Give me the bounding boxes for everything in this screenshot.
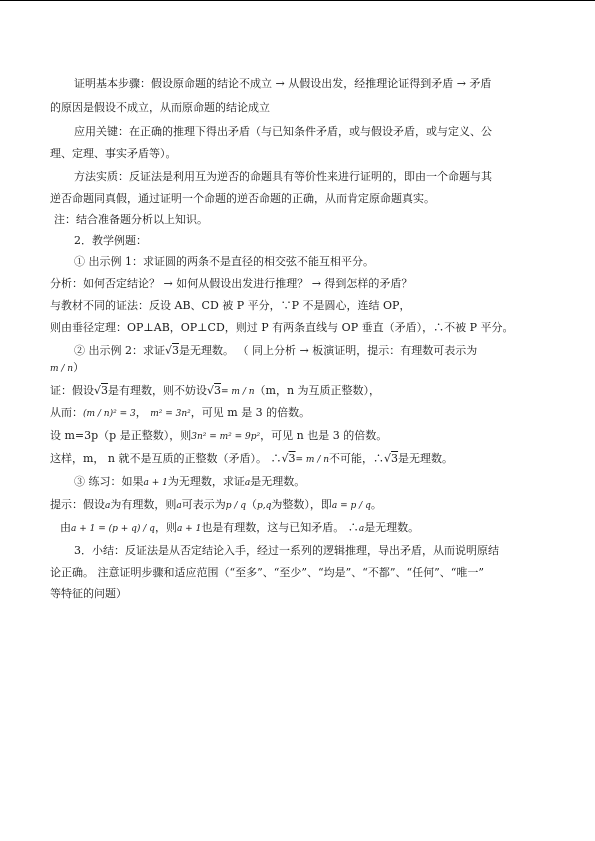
text-segment: 也是有理数，这与已知矛盾。 ∴ — [201, 521, 359, 534]
text-segment: 设 m=3p（p 是正整数），则 — [50, 429, 192, 442]
radicand: 3 — [101, 384, 109, 397]
summary-line: 3．小结：反证法是从否定结论入手，经过一系列的逻辑推理，导出矛盾，从而说明原结 — [74, 544, 499, 557]
text-segment: （ — [246, 498, 258, 511]
note-line: 注：结合准备题分析以上知识。 — [54, 213, 208, 226]
text-line: 证明基本步骤：假设原命题的结论不成立 → 从假设出发，经推理论证得到矛盾 → 矛盾 — [74, 77, 492, 90]
text-segment: 从而： — [50, 406, 83, 419]
radicand: 3 — [288, 452, 296, 465]
text-segment: 由 — [60, 521, 71, 534]
sqrt-symbol: √ — [207, 384, 215, 397]
text-line: 分析：如何否定结论？ → 如何从假设出发进行推理？ → 得到怎样的矛盾？ — [50, 277, 413, 290]
math-expression: a — [244, 478, 251, 488]
text-segment: 是有理数，则不妨设 — [108, 384, 208, 397]
text-segment: 是无理数。 — [364, 521, 420, 534]
text-segment: 是无理数。 （ 同上分析 → 板演证明，提示：有理数可表示为 — [179, 344, 478, 357]
text-line: 的原因是假设不成立，从而原命题的结论成立 — [50, 101, 270, 114]
math-expression: a — [358, 524, 365, 534]
math-expression: m / n — [50, 364, 74, 374]
math-expression: a + 1 — [176, 524, 202, 534]
exercise-line — [74, 474, 305, 491]
text-segment: ） — [73, 361, 85, 374]
text-line: 与教材不同的证法：反设 AB、CD 被 P 平分，∵P 不是圆心，连结 OP， — [50, 299, 411, 312]
radicand: 3 — [214, 384, 222, 397]
math-expression: m² = 3n² — [150, 409, 191, 419]
sqrt-symbol: √ — [384, 452, 392, 465]
text-line: 应用关键：在正确的推理下得出矛盾（与已知条件矛盾，或与假设矛盾，或与定义、公 — [74, 125, 492, 138]
radicand: 3 — [172, 344, 180, 357]
text-segment: 这样，m， n 就不是互质的正整数（矛盾）。 ∴ — [50, 452, 282, 465]
text-segment: ③ 练习：如果 — [74, 475, 144, 488]
text-segment: 为整数），即 — [271, 498, 332, 511]
math-expression: = m / n — [295, 455, 330, 465]
sqrt-symbol: √ — [165, 344, 173, 357]
hint-line — [50, 497, 382, 514]
math-expression: a = p / q — [331, 501, 371, 511]
text-segment: ， — [135, 406, 151, 419]
hint-line — [60, 520, 419, 537]
text-segment: 是无理数。 — [398, 452, 454, 465]
sqrt-symbol: √ — [94, 384, 102, 397]
math-expression: (m / n)² = 3 — [83, 409, 136, 419]
proof-line — [50, 428, 387, 445]
proof-line — [50, 451, 453, 468]
sqrt-symbol: √ — [281, 452, 289, 465]
text-segment: 可表示为 — [181, 498, 226, 511]
math-expression: a — [176, 501, 182, 511]
text-segment: ，则 — [154, 521, 177, 534]
text-segment: （m，n 为互质正整数）， — [254, 384, 381, 397]
math-expression: p / q — [225, 501, 247, 511]
math-expression: a + 1 = (p + q) / q — [71, 524, 155, 534]
top-border — [0, 0, 595, 1]
example-heading — [74, 343, 477, 358]
text-segment: ② 出示例 2：求证 — [74, 344, 165, 357]
text-segment: 提示：假设 — [50, 498, 105, 511]
math-expression: a + 1 — [143, 478, 168, 488]
text-segment: 不可能，∴ — [329, 452, 385, 465]
text-line — [50, 360, 84, 377]
text-segment: 为无理数，求证 — [167, 475, 245, 488]
text-segment: 。 — [370, 498, 382, 511]
text-segment: ，可见 m 是 3 的倍数。 — [190, 406, 311, 419]
summary-line: 等特征的问题） — [50, 587, 127, 600]
text-line: 则由垂径定理：OP⊥AB，OP⊥CD，则过 P 有两条直线与 OP 垂直（矛盾），∴不被 P 平分。 — [50, 321, 514, 334]
text-segment: 是无理数。 — [250, 475, 306, 488]
text-segment: 证：假设 — [50, 384, 94, 397]
text-segment: ，可见 n 也是 3 的倍数。 — [260, 429, 388, 442]
proof-line — [50, 405, 310, 422]
math-expression: a — [105, 501, 111, 511]
text-line: 逆否命题同真假，通过证明一个命题的逆否命题的正确，从而肯定原命题真实。 — [50, 192, 435, 205]
summary-line: 论正确。 注意证明步骤和适应范围（“至多”、“至少”、“均是”、“不都”、“任何”、“唯一” — [50, 566, 484, 579]
math-expression: 3n² = m² = 9p² — [191, 432, 261, 442]
math-expression: = m / n — [221, 387, 255, 397]
proof-line — [50, 383, 380, 400]
example-heading: ① 出示例 1：求证圆的两条不是直径的相交弦不能互相平分。 — [74, 255, 374, 268]
text-line: 方法实质：反证法是利用互为逆否的命题具有等价性来进行证明的，即由一个命题与其 — [74, 170, 492, 183]
radicand: 3 — [391, 452, 399, 465]
math-expression: p,q — [257, 501, 272, 511]
text-line: 理、定理、事实矛盾等）。 — [50, 147, 177, 160]
text-segment: 为有理数，则 — [110, 498, 177, 511]
section-heading: 2．教学例题： — [74, 234, 147, 247]
